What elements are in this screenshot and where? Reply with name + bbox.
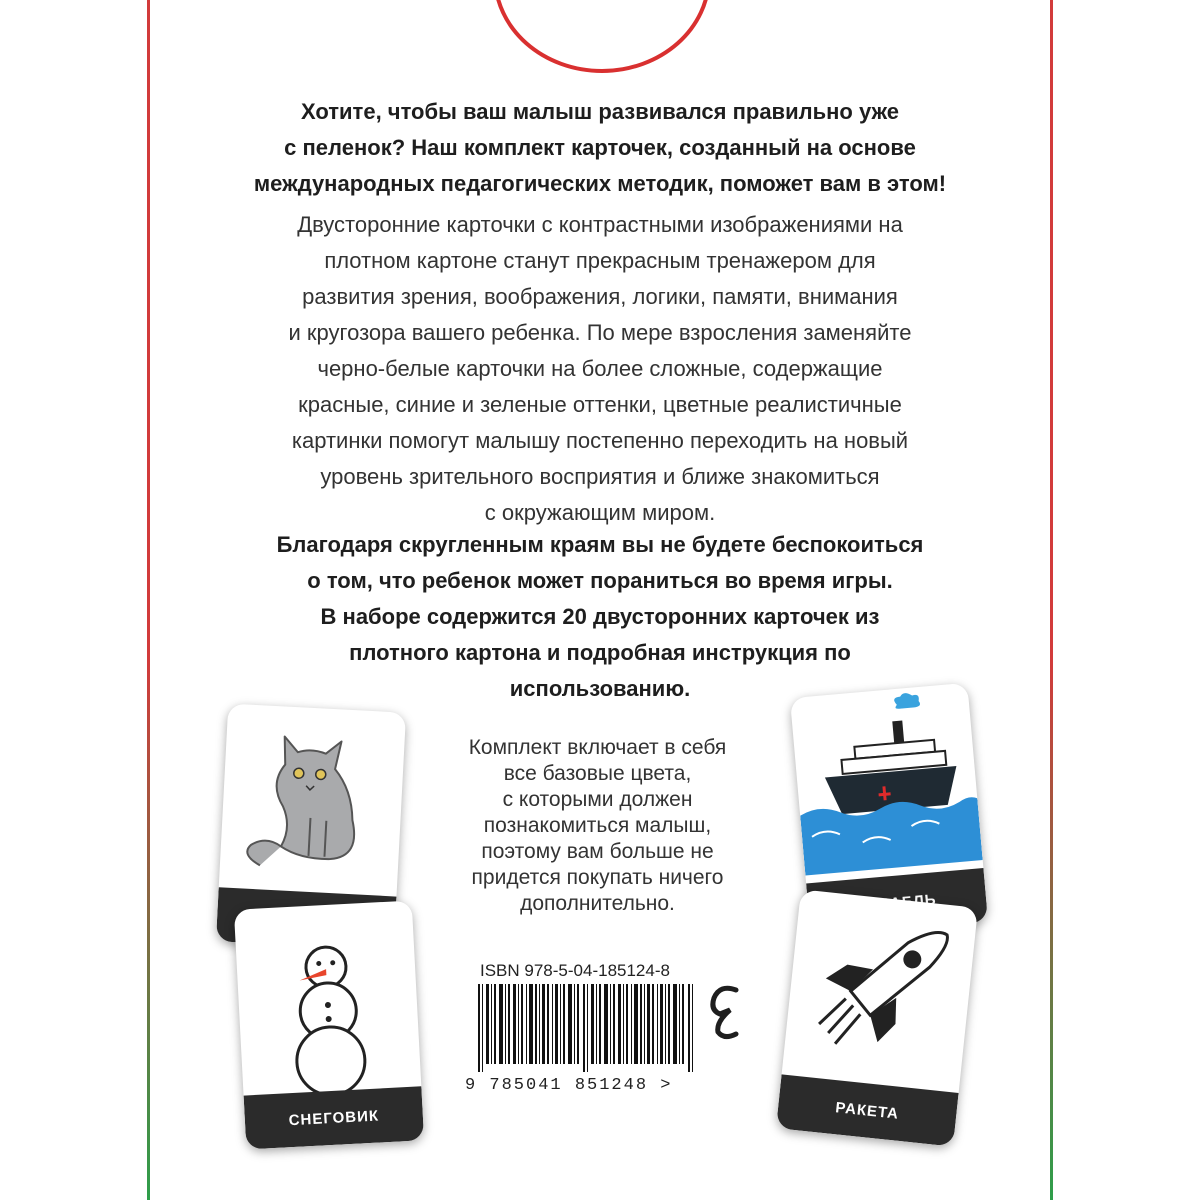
side-note-line: познакомиться малыш, xyxy=(483,814,712,837)
safety-line: плотного картона и подробная инструкция по xyxy=(349,640,851,665)
barcode xyxy=(478,984,698,1072)
safety-line: о том, что ребенок может пораниться во время игры. xyxy=(307,568,893,593)
intro-line: с пеленок? Наш комплект карточек, созданный на основе xyxy=(284,135,916,160)
publisher-logo-icon xyxy=(706,980,742,1040)
description-line: плотном картоне станут прекрасным тренажером для xyxy=(324,248,876,273)
description-line: и кругозора вашего ребенка. По мере взросления заменяйте xyxy=(288,320,912,345)
cover-left-edge xyxy=(147,0,150,1200)
isbn-digits: 9 785041 851248 > xyxy=(465,1076,673,1095)
description-line: с окружающим миром. xyxy=(484,500,716,525)
side-note-line: с которыми должен xyxy=(502,788,693,811)
description-line: уровень зрительного восприятия и ближе знакомиться xyxy=(320,464,880,489)
intro-line: международных педагогических методик, поможет вам в этом! xyxy=(253,171,947,196)
snowman-card-label: СНЕГОВИК xyxy=(244,1086,425,1149)
description-line: черно-белые карточки на более сложные, содержащие xyxy=(317,356,883,381)
side-note-line: поэтому вам больше не xyxy=(481,840,714,863)
intro-line: Хотите, чтобы ваш малыш развивался правильно уже xyxy=(300,99,899,124)
description-paragraph xyxy=(180,207,1020,531)
snowman-icon xyxy=(234,901,422,1100)
side-note-line: все базовые цвета, xyxy=(503,762,692,785)
side-note-line: Комплект включает в себя xyxy=(468,736,727,759)
side-note xyxy=(420,735,775,917)
safety-line: использованию. xyxy=(509,676,691,701)
rocket-icon xyxy=(781,889,978,1097)
ship-icon xyxy=(790,683,984,888)
cat-icon xyxy=(218,704,406,903)
description-line: Двусторонние карточки с контрастными изображениями на xyxy=(297,212,903,237)
snowman-card xyxy=(234,901,424,1150)
description-line: развития зрения, воображения, логики, памяти, внимания xyxy=(302,284,898,309)
safety-paragraph xyxy=(180,527,1020,707)
safety-line: Благодаря скругленным краям вы не будете беспокоиться xyxy=(276,532,924,557)
intro-paragraph xyxy=(180,94,1020,202)
description-line: картинки помогут малышу постепенно переходить на новый xyxy=(291,428,909,453)
cover-right-edge xyxy=(1050,0,1053,1200)
side-note-line: дополнительно. xyxy=(520,892,675,915)
safety-line: В наборе содержится 20 двусторонних карточек из xyxy=(320,604,880,629)
isbn-label: ISBN 978-5-04-185124-8 xyxy=(480,961,670,980)
rocket-card xyxy=(776,889,978,1146)
rocket-card-label: РАКЕТА xyxy=(776,1074,959,1146)
side-note-line: придется покупать ничего xyxy=(471,866,724,889)
description-line: красные, синие и зеленые оттенки, цветные реалистичные xyxy=(298,392,902,417)
